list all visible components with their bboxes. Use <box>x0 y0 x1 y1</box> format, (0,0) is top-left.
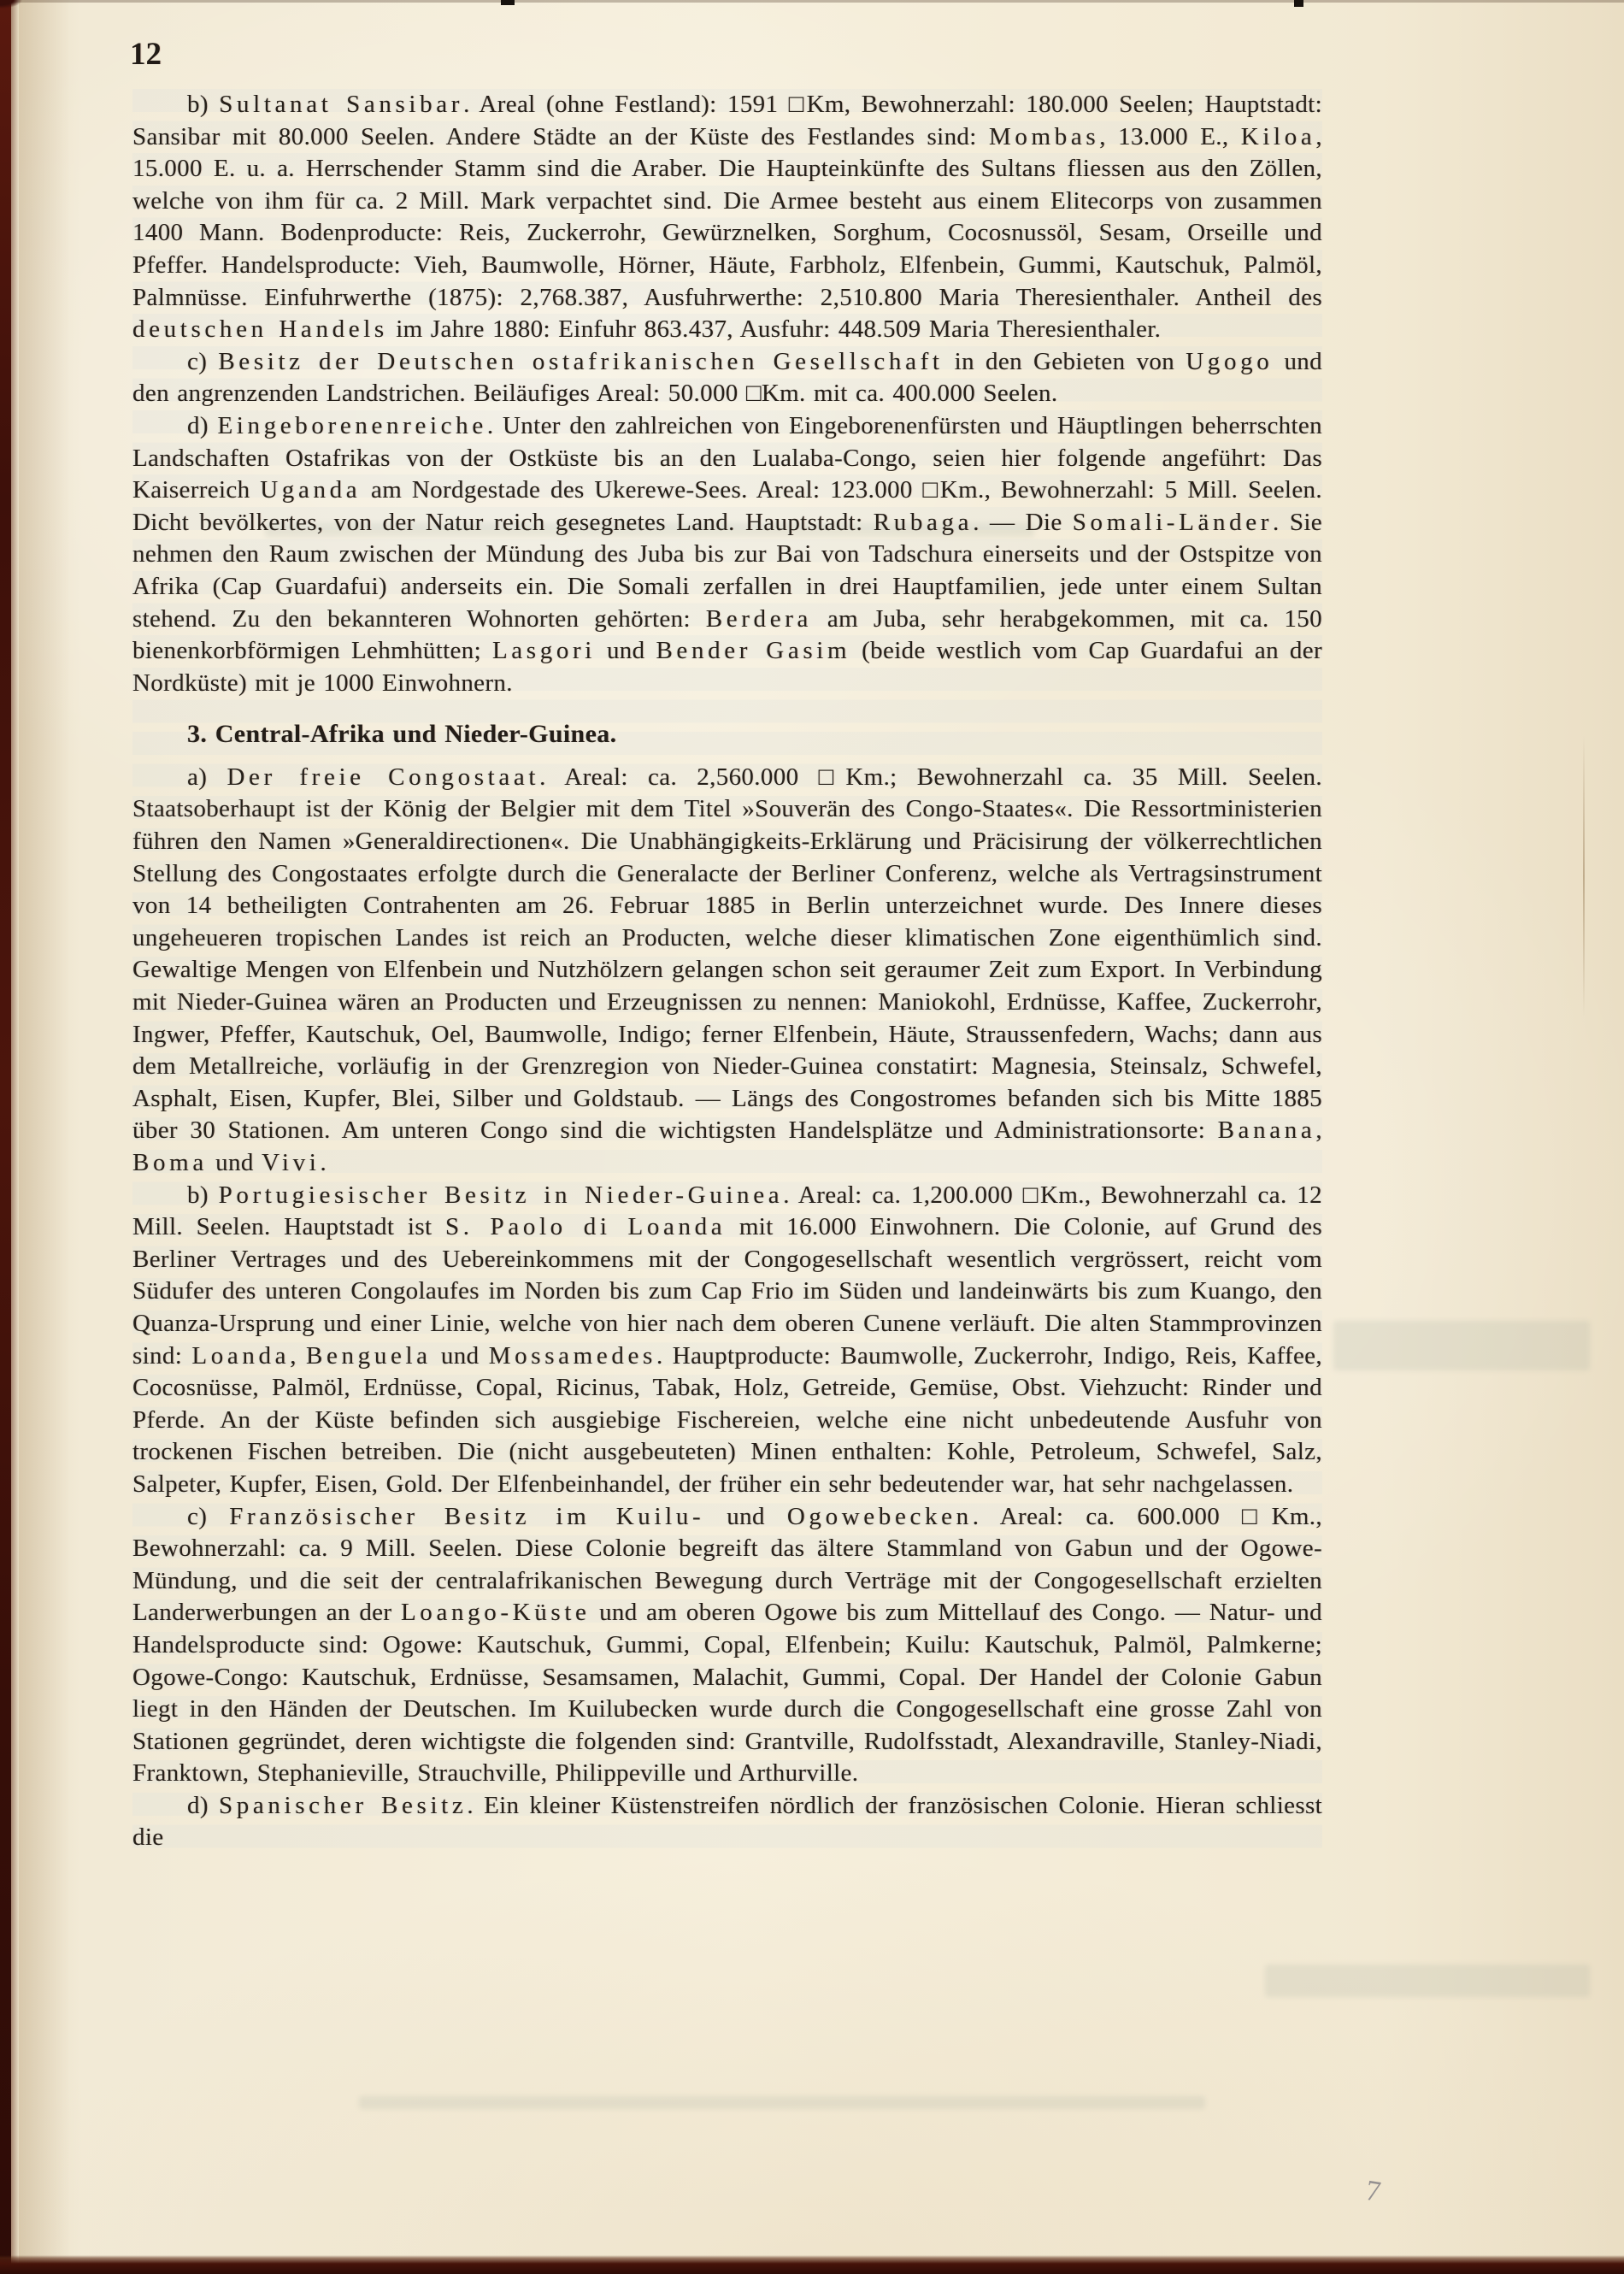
scan-edge-top <box>0 0 1624 3</box>
emphasized-text: Der freie Congostaat <box>227 763 540 791</box>
emphasized-text: Eingeborenenreiche <box>217 411 487 439</box>
body-text: am Nordgestade des Ukerewe-Sees. Areal: 123.000 □Km., Bewohnerzahl: 5 Mill. Seelen. Dicht bevölkertes, von der Natur reich gesegnetes Land. Hauptstadt: <box>132 476 1322 536</box>
paragraph-deutsche-ostafrikanische-gesellschaft <box>132 346 1322 410</box>
emphasized-text: Boma <box>132 1149 208 1176</box>
emphasized-text: Vivi <box>262 1149 321 1176</box>
section-heading: 3. Central-Afrika und Nieder-Guinea. <box>187 720 617 749</box>
emphasized-text: Mossamedes <box>488 1341 656 1370</box>
body-text: am Juba, sehr herabgekommen, mit ca. 150 bienenkorbförmigen Lehmhütten; <box>132 604 1322 665</box>
body-text: . Areal (ohne Festland): 1591 □Km, Bewohnerzahl: 180.000 Seelen; Hauptstadt: Sansibar mit 80.000 Seelen. Andere Städte an der Küste des Festlandes sind: <box>132 91 1322 150</box>
paragraph-portugiesischer-besitz <box>132 1180 1322 1501</box>
bleed-through-ghost <box>1265 1965 1590 1997</box>
emphasized-text: Kiloa <box>1240 122 1316 150</box>
body-text: , 15.000 E. u. a. Herrschender Stamm sind die Araber. Die Haupteinkünfte des Sultans fliessen aus den Zöllen, welche von ihm für ca. 2 Mill. Mark verpachtet sind. Die Armee besteht aus einem Elitecorps von zusammen 1400 Mann. Bodenproducte: Reis, Zuckerrohr, Gewürznelken, Sorghum, Cocosnussöl, Sesam, Orseille und Pfeffer. Handelsproducte: Vieh, Baumwolle, Hörner, Häute, Farbholz, Elfenbein, Gummi, Kautschuk, Palmöl, Palmnüsse. Einfuhrwerthe (1875): 2,768.387, Ausfuhrwerthe: 2,510.800 Maria Theresienthaler. Antheil des <box>132 122 1322 311</box>
scan-edge-left <box>0 0 11 2274</box>
paragraph-group-ostafrika <box>132 89 1322 699</box>
body-text: c) <box>187 347 219 375</box>
emphasized-text: Banana <box>1217 1116 1316 1145</box>
emphasized-text: deutschen Handels <box>132 315 388 344</box>
emphasized-text: Portugiesischer Besitz in Nieder-Guinea <box>218 1181 784 1209</box>
body-text: und am oberen Ogowe bis zum Mittellauf des Congo. — Natur- und Handelsproducte sind: Ogowe: Kautschuk, Gummi, Copal, Elfenbein; Kuilu: Kautschuk, Palmöl, Palmkerne; Ogowe-Congo: Kautschuk, Erdnüsse, Sesamsamen, Malachit, Gummi, Copal. Der Handel der Colonie Gabun liegt in den Händen der Deutschen. Im Kuilubecken wurde durch die Congogesellschaft eine grosse Zahl von Stationen gegründet, deren wichtigste die folgenden sind: Grantville, Rudolfsstadt, Alexandraville, Stanley-Niadi, Franktown, Stephanieville, Strauchville, Philippeville und Arthurville. <box>132 1599 1322 1788</box>
body-text: . Hauptproducte: Baumwolle, Zuckerrohr, Indigo, Reis, Kaffee, Cocosnüsse, Palmöl, Erdnüsse, Copal, Ricinus, Tabak, Holz, Getreide, Gemüse, Obst. Viehzucht: Rinder und Pferde. An der Küste befinden sich ausgiebige Fischereien, welche eine nicht unbedeutende Ausfuhr von trockenen Fischen betreiben. Die (nicht ausgebeuteten) Minen enthalten: Kohle, Petroleum, Schwefel, Salz, Salpeter, Kupfer, Eisen, Gold. Der Elfenbeinhandel, der früher ein sehr bedeutender war, hat sehr nachgelassen. <box>132 1341 1322 1498</box>
body-text: und <box>704 1502 787 1530</box>
emphasized-text: Loango-Küste <box>400 1599 591 1627</box>
emphasized-text: Somali-Länder <box>1072 508 1274 536</box>
emphasized-text: Benguela <box>306 1341 432 1370</box>
body-text: (beide westlich vom Cap Guardafui an der Nordküste) mit je 1000 Einwohnern. <box>132 637 1322 697</box>
body-text: . <box>320 1149 327 1176</box>
scan-tick-mark <box>501 0 515 5</box>
body-text: in den Gebieten von <box>943 347 1186 375</box>
emphasized-text: S. Paolo di Loanda <box>444 1213 727 1241</box>
body-text: . Areal: ca. 2,560.000 □Km.; Bewohnerzahl ca. 35 Mill. Seelen. Staatsoberhaupt ist der König der Belgier mit dem Titel »Souverän des Congo-Staates«. Die Ressortministerien führen den Namen »Generaldirectionen«. Die Unabhängigkeits-Erklärung und Präcisirung der völkerrechtlichen Stellung des Congostaates erfolgte durch die Generalacte der Berliner Conferenz, welche als Vertragsinstrument von 14 betheiligten Contrahenten am 26. Februar 1885 in Berlin unterzeichnet wurde. Des Innere dieses ungeheueren tropischen Landes ist reich an Producten, welche dieser klimatischen Zone eigenthümlich sind. Gewaltige Mengen von Elfenbein und Nutzhölzern gelangen schon seit geraumer Zeit zum Export. In Verbindung mit Nieder-Guinea wären an Producten und Erzeugnissen zu nennen: Maniokohl, Erdnüsse, Kaffee, Zuckerrohr, Ingwer, Pfeffer, Kautschuk, Oel, Baumwolle, Indigo; ferner Elfenbein, Häute, Straussenfedern, Wachs; dann aus dem Metallreiche, vorläufig in der Grenzregion von Nieder-Guinea constatirt: Magnesia, Steinsalz, Schwefel, Asphalt, Eisen, Kupfer, Blei, Silber und Goldstaub. — Längs des Congostromes befanden sich bis Mitte 1885 über 30 Stationen. Am unteren Congo sind die wichtigsten Handelsplätze und Administrationsorte: <box>132 763 1322 1145</box>
scan-tick-mark <box>1294 0 1303 7</box>
body-text: , <box>1315 1116 1322 1145</box>
body-text: , <box>290 1341 307 1370</box>
body-text: und den angrenzenden Landstrichen. Beiläufiges Areal: 50.000 □Km. mit ca. 400.000 Seelen. <box>132 347 1323 408</box>
body-text: . Unter den zahlreichen von Eingeborenenfürsten und Häuptlingen beherrschten Landschaften Ostafrikas von der Ostküste bis an den Lualaba-Congo, seien hier folgende angeführt: Das Kaiserreich <box>132 411 1322 504</box>
emphasized-text: Ogowebecken <box>786 1502 973 1530</box>
paragraph-franzoesischer-besitz <box>132 1501 1322 1790</box>
paragraph-freier-congostaat <box>132 762 1322 1180</box>
body-text: . Sie nehmen den Raum zwischen der Mündung des Juba bis zur Bai von Tadschura einerseits und der Ostspitze von Afrika (Cap Guardafui) anderseits ein. Die Somali zerfallen in drei Hauptfamilien, jede unter einem Sultan stehend. Zu den bekannteren Wohnorten gehörten: <box>132 508 1322 633</box>
emphasized-text: Mombas <box>988 122 1100 150</box>
emphasized-text: Ugogo <box>1186 347 1274 375</box>
body-text: und <box>431 1341 489 1370</box>
body-text: und <box>207 1149 262 1176</box>
emphasized-text: Uganda <box>260 476 362 504</box>
body-text: a) <box>187 763 227 791</box>
body-text: im Jahre 1880: Einfuhr 863.437, Ausfuhr: 448.509 Maria Theresienthaler. <box>387 315 1162 344</box>
pencil-mark: 7 <box>1363 2174 1383 2209</box>
body-text: c) <box>187 1502 230 1530</box>
body-text: b) <box>187 1181 219 1209</box>
body-text: . Areal: ca. 1,200.000 □Km., Bewohnerzahl ca. 12 Mill. Seelen. Hauptstadt ist <box>132 1181 1322 1241</box>
emphasized-text: Rubaga <box>873 508 974 536</box>
body-text: d) <box>187 1791 219 1819</box>
emphasized-text: Sultanat Sansibar <box>219 91 464 118</box>
body-text: . — Die <box>973 508 1073 536</box>
emphasized-text: Besitz der Deutschen ostafrikanischen Gesellschaft <box>218 347 944 375</box>
page-number: 12 <box>130 37 162 72</box>
scan-corner-mark <box>0 0 32 11</box>
paragraph-sultanat-sansibar <box>132 89 1322 346</box>
body-text: . Ein kleiner Küstenstreifen nördlich der französischen Colonie. Hieran schliesst die <box>132 1791 1322 1852</box>
body-text: und <box>596 637 656 665</box>
emphasized-text: Bender Gasim <box>656 637 851 665</box>
paper-crease <box>1583 735 1585 1017</box>
left-margin-shadow <box>19 0 70 2274</box>
paragraph-group-centralafrika <box>132 762 1322 1854</box>
text-block <box>132 89 1322 1854</box>
body-text: d) <box>187 411 218 439</box>
scan-edge-bottom <box>0 2255 1624 2274</box>
emphasized-text: Spanischer Besitz <box>218 1791 468 1819</box>
emphasized-text: Loanda <box>191 1341 291 1370</box>
emphasized-text: Lasgori <box>491 637 597 665</box>
bleed-through-ghost <box>359 2096 1205 2109</box>
body-text: . Areal: ca. 600.000 □Km., Bewohnerzahl: ca. 9 Mill. Seelen. Diese Colonie begreift das ältere Stammland von Gabun und der Ogowe-Mündung, und die seit der centralafrikanischen Bewegung durch Verträge mit der Congogesellschaft erzielten Landerwerbungen an der <box>132 1502 1322 1627</box>
body-text: mit 16.000 Einwohnern. Die Colonie, auf Grund des Berliner Vertrages und des Uebereinkommens mit der Congogesellschaft wesentlich vergrössert, reicht vom Südufer des unteren Congolaufes im Norden bis zum Cap Frio im Süden und landeinwärts bis zum Kuango, den Quanza-Ursprung und einer Linie, welche von hier nach dem oberen Cunene verläuft. Die alten Stammprovinzen sind: <box>132 1213 1322 1370</box>
body-text: b) <box>187 91 220 118</box>
paragraph-eingeborenenreiche <box>132 410 1322 699</box>
body-text: , 13.000 E., <box>1099 122 1241 150</box>
bleed-through-ghost <box>1333 1321 1590 1370</box>
scan-edge-left-fade <box>11 0 19 2274</box>
emphasized-text: Französischer Besitz im Kuilu- <box>229 1502 705 1530</box>
paragraph-spanischer-besitz <box>132 1790 1322 1854</box>
emphasized-text: Berdera <box>705 604 813 633</box>
